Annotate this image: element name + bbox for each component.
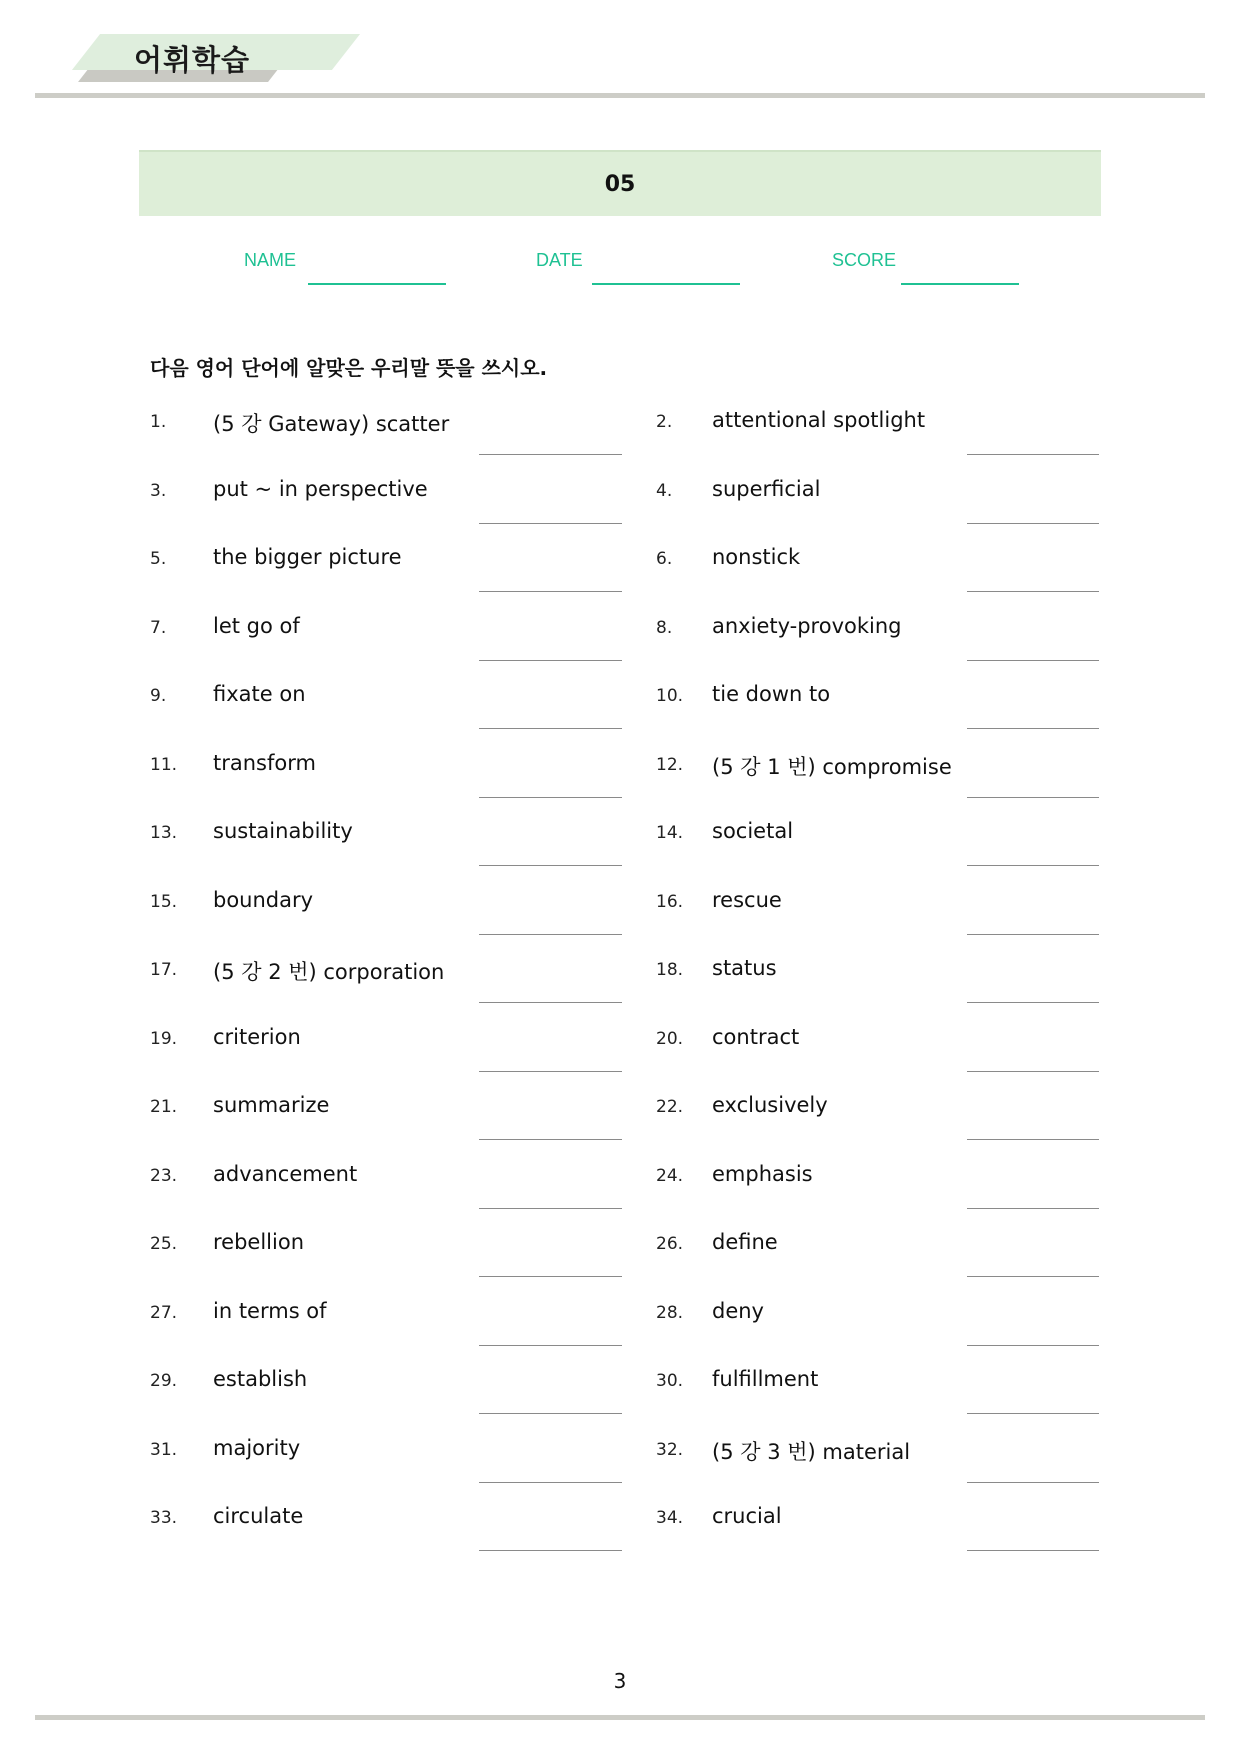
vocab-item xyxy=(0,1158,1240,1198)
score-label: SCORE xyxy=(832,250,897,270)
answer-line[interactable] xyxy=(479,865,622,866)
item-term: exclusively xyxy=(712,1093,828,1117)
answer-line[interactable] xyxy=(479,1208,622,1209)
item-term: majority xyxy=(213,1435,301,1460)
item-number: 12. xyxy=(656,754,684,775)
item-term: boundary xyxy=(213,887,314,912)
page-number: 3 xyxy=(613,1669,627,1693)
item-number: 4. xyxy=(656,480,673,501)
answer-line[interactable] xyxy=(967,865,1099,866)
answer-line[interactable] xyxy=(967,1002,1099,1003)
item-term: circulate xyxy=(213,1504,304,1528)
answer-line[interactable] xyxy=(479,1276,622,1277)
item-number: 28. xyxy=(656,1302,684,1323)
worksheet-title-bar xyxy=(139,150,1101,216)
item-term: criterion xyxy=(213,1024,301,1049)
item-number: 33. xyxy=(150,1508,178,1528)
item-term: anxiety-provoking xyxy=(712,613,902,638)
item-number: 26. xyxy=(656,1234,684,1254)
score-field-line[interactable] xyxy=(901,283,1019,285)
item-number: 13. xyxy=(150,823,178,843)
answer-line[interactable] xyxy=(479,797,622,798)
item-term: sustainability xyxy=(213,819,353,843)
answer-line[interactable] xyxy=(479,591,622,592)
answer-line[interactable] xyxy=(479,934,622,935)
vocab-item xyxy=(0,1226,1240,1266)
answer-line[interactable] xyxy=(479,1071,622,1072)
item-number: 18. xyxy=(656,960,684,980)
item-number: 23. xyxy=(150,1165,178,1186)
vocab-item xyxy=(0,1432,1240,1472)
item-term: fixate on xyxy=(213,682,306,706)
item-term: (5 강 Gateway) scatter xyxy=(213,412,450,436)
answer-line[interactable] xyxy=(479,1002,622,1003)
item-term: rescue xyxy=(712,887,782,912)
item-number: 16. xyxy=(656,891,684,912)
vocab-item xyxy=(0,1089,1240,1129)
vocab-item xyxy=(0,884,1240,924)
answer-line[interactable] xyxy=(967,591,1099,592)
item-number: 11. xyxy=(150,754,178,775)
item-term: (5 강 1 번) compromise xyxy=(712,754,952,779)
item-number: 3. xyxy=(150,480,167,501)
vocab-item xyxy=(0,473,1240,513)
item-number: 14. xyxy=(656,823,684,843)
item-number: 5. xyxy=(150,549,167,569)
item-term: status xyxy=(712,956,777,980)
item-term: deny xyxy=(712,1298,764,1323)
vocab-item xyxy=(0,1295,1240,1335)
item-number: 22. xyxy=(656,1097,684,1117)
answer-line[interactable] xyxy=(967,1482,1099,1483)
answer-line[interactable] xyxy=(967,1550,1099,1551)
vocab-item xyxy=(0,815,1240,855)
answer-line[interactable] xyxy=(479,1413,622,1414)
header-divider xyxy=(35,93,1205,98)
answer-line[interactable] xyxy=(479,660,622,661)
footer-divider xyxy=(35,1715,1205,1720)
answer-line[interactable] xyxy=(479,1482,622,1483)
answer-line[interactable] xyxy=(967,660,1099,661)
item-term: in terms of xyxy=(213,1298,327,1323)
name-field-line[interactable] xyxy=(308,283,446,285)
answer-line[interactable] xyxy=(479,1550,622,1551)
item-term: advancement xyxy=(213,1161,358,1186)
item-term: define xyxy=(712,1230,778,1254)
vocab-item xyxy=(0,1363,1240,1403)
item-number: 25. xyxy=(150,1234,178,1254)
answer-line[interactable] xyxy=(967,797,1099,798)
item-number: 17. xyxy=(150,960,178,980)
item-term: establish xyxy=(213,1367,308,1391)
answer-line[interactable] xyxy=(967,454,1099,455)
item-term: emphasis xyxy=(712,1161,813,1186)
section-title: 어휘학습 xyxy=(134,43,251,77)
answer-line[interactable] xyxy=(967,1276,1099,1277)
answer-line[interactable] xyxy=(967,1208,1099,1209)
item-number: 19. xyxy=(150,1028,178,1049)
answer-line[interactable] xyxy=(479,1139,622,1140)
item-number: 34. xyxy=(656,1508,684,1528)
item-term: contract xyxy=(712,1024,800,1049)
item-term: let go of xyxy=(213,613,300,638)
answer-line[interactable] xyxy=(479,1345,622,1346)
item-number: 24. xyxy=(656,1165,684,1186)
item-number: 7. xyxy=(150,617,167,638)
answer-line[interactable] xyxy=(967,1413,1099,1414)
item-term: tie down to xyxy=(712,682,831,706)
item-term: (5 강 3 번) material xyxy=(712,1439,911,1464)
item-number: 21. xyxy=(150,1097,178,1117)
item-number: 8. xyxy=(656,617,673,638)
item-term: the bigger picture xyxy=(213,545,402,569)
vocab-item xyxy=(0,610,1240,650)
answer-line[interactable] xyxy=(967,523,1099,524)
vocab-item xyxy=(0,404,1240,444)
item-term: summarize xyxy=(213,1093,330,1117)
answer-line[interactable] xyxy=(479,728,622,729)
vocab-item xyxy=(0,1021,1240,1061)
item-number: 29. xyxy=(150,1371,178,1391)
item-number: 27. xyxy=(150,1302,178,1323)
vocab-item xyxy=(0,1500,1240,1540)
instruction-text: 다음 영어 단어에 알맞은 우리말 뜻을 쓰시오. xyxy=(150,356,548,380)
vocab-item xyxy=(0,678,1240,718)
item-number: 2. xyxy=(656,412,673,432)
answer-line[interactable] xyxy=(967,1071,1099,1072)
section-header-badge xyxy=(66,28,366,84)
vocab-item xyxy=(0,747,1240,787)
item-number: 15. xyxy=(150,891,178,912)
answer-line[interactable] xyxy=(967,728,1099,729)
vocab-item xyxy=(0,952,1240,992)
item-term: transform xyxy=(213,750,316,775)
item-number: 30. xyxy=(656,1371,684,1391)
item-term: rebellion xyxy=(213,1230,305,1254)
item-term: crucial xyxy=(712,1504,782,1528)
answer-line[interactable] xyxy=(967,1139,1099,1140)
vocab-item xyxy=(0,541,1240,581)
answer-line[interactable] xyxy=(967,934,1099,935)
item-number: 20. xyxy=(656,1028,684,1049)
item-number: 6. xyxy=(656,549,673,569)
item-term: nonstick xyxy=(712,545,801,569)
date-label: DATE xyxy=(536,250,583,270)
item-term: put ~ in perspective xyxy=(213,476,428,501)
item-number: 9. xyxy=(150,686,167,706)
item-term: (5 강 2 번) corporation xyxy=(213,960,445,984)
answer-line[interactable] xyxy=(967,1345,1099,1346)
item-term: fulfillment xyxy=(712,1367,819,1391)
item-number: 10. xyxy=(656,686,684,706)
answer-line[interactable] xyxy=(479,523,622,524)
item-number: 32. xyxy=(656,1439,684,1460)
item-number: 1. xyxy=(150,412,167,432)
item-number: 31. xyxy=(150,1439,178,1460)
date-field-line[interactable] xyxy=(592,283,740,285)
item-term: attentional spotlight xyxy=(712,408,926,432)
item-term: societal xyxy=(712,819,794,843)
answer-line[interactable] xyxy=(479,454,622,455)
worksheet-number: 05 xyxy=(604,171,636,197)
name-label: NAME xyxy=(244,250,297,270)
item-term: superficial xyxy=(712,476,821,501)
